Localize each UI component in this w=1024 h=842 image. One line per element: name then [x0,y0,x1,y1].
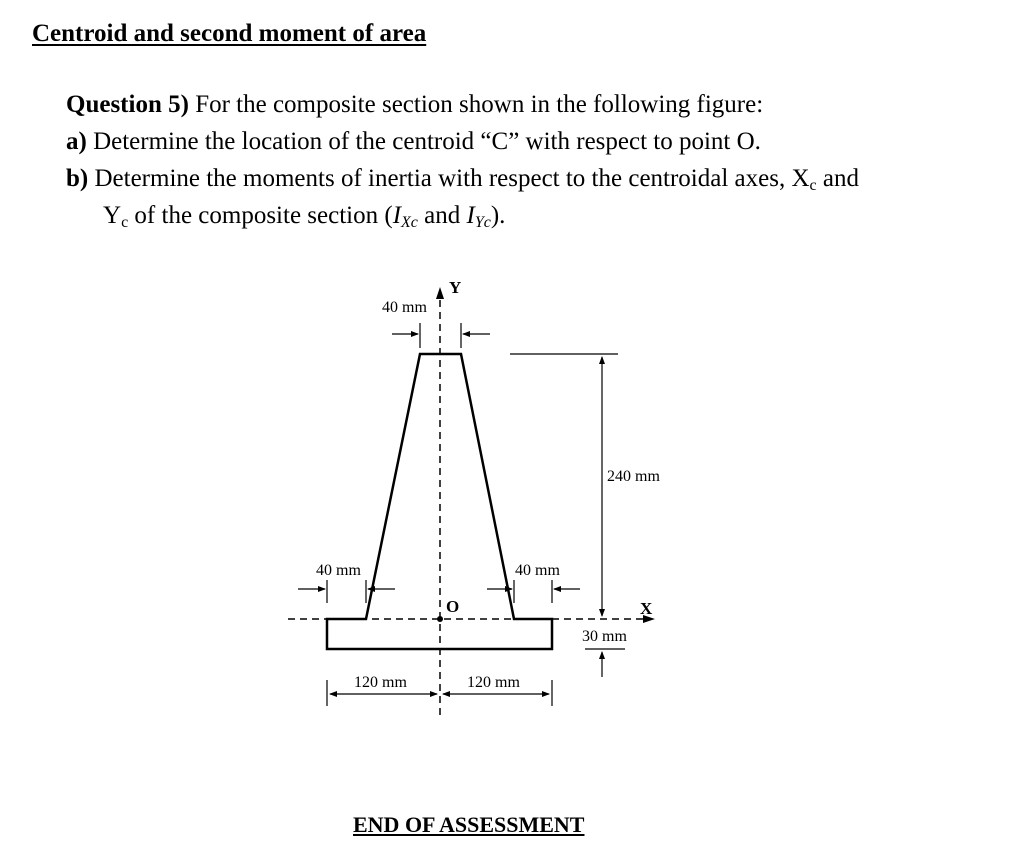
left-half-width-label: 120 mm [354,674,407,691]
top-width-label: 40 mm [382,299,427,316]
part-b-sub-x: c [809,177,817,194]
question-intro-text: For the composite section shown in the following figure: [188,91,764,118]
iy-sub: Yc [474,214,491,231]
part-b-and: and [816,165,859,192]
origin-label: O [446,597,460,616]
y-axis-arrow-icon [436,287,444,299]
ix-symbol: I [392,202,402,229]
left-wall-label: 40 mm [316,562,361,579]
part-a-text: Determine the location of the centroid “C” with respect to point O. [86,128,761,155]
part-b-sub-y: c [121,214,129,231]
height-label: 240 mm [607,468,660,485]
flange-thickness-label: 30 mm [582,628,627,645]
and-word: and [417,202,467,229]
iy-symbol: I [466,202,475,229]
question-label: Question 5) [66,91,189,118]
part-a-label: a) [66,128,87,155]
y-axis-label: Y [449,278,462,297]
x-axis-label: X [640,599,653,618]
page-title: Centroid and second moment of area [32,20,427,47]
end-of-assessment: END OF ASSESSMENT [353,812,585,837]
right-wall-label: 40 mm [515,562,560,579]
part-b-y: Y [103,202,122,229]
part-b-line2-text: of the composite section ( [128,202,393,229]
origin-point [437,616,443,622]
close-paren: ). [490,202,506,229]
part-b-text: Determine the moments of inertia with respect to the centroidal axes, X [88,165,810,192]
ix-sub: Xc [401,214,418,231]
right-half-width-label: 120 mm [467,674,520,691]
part-b-label: b) [66,165,89,192]
